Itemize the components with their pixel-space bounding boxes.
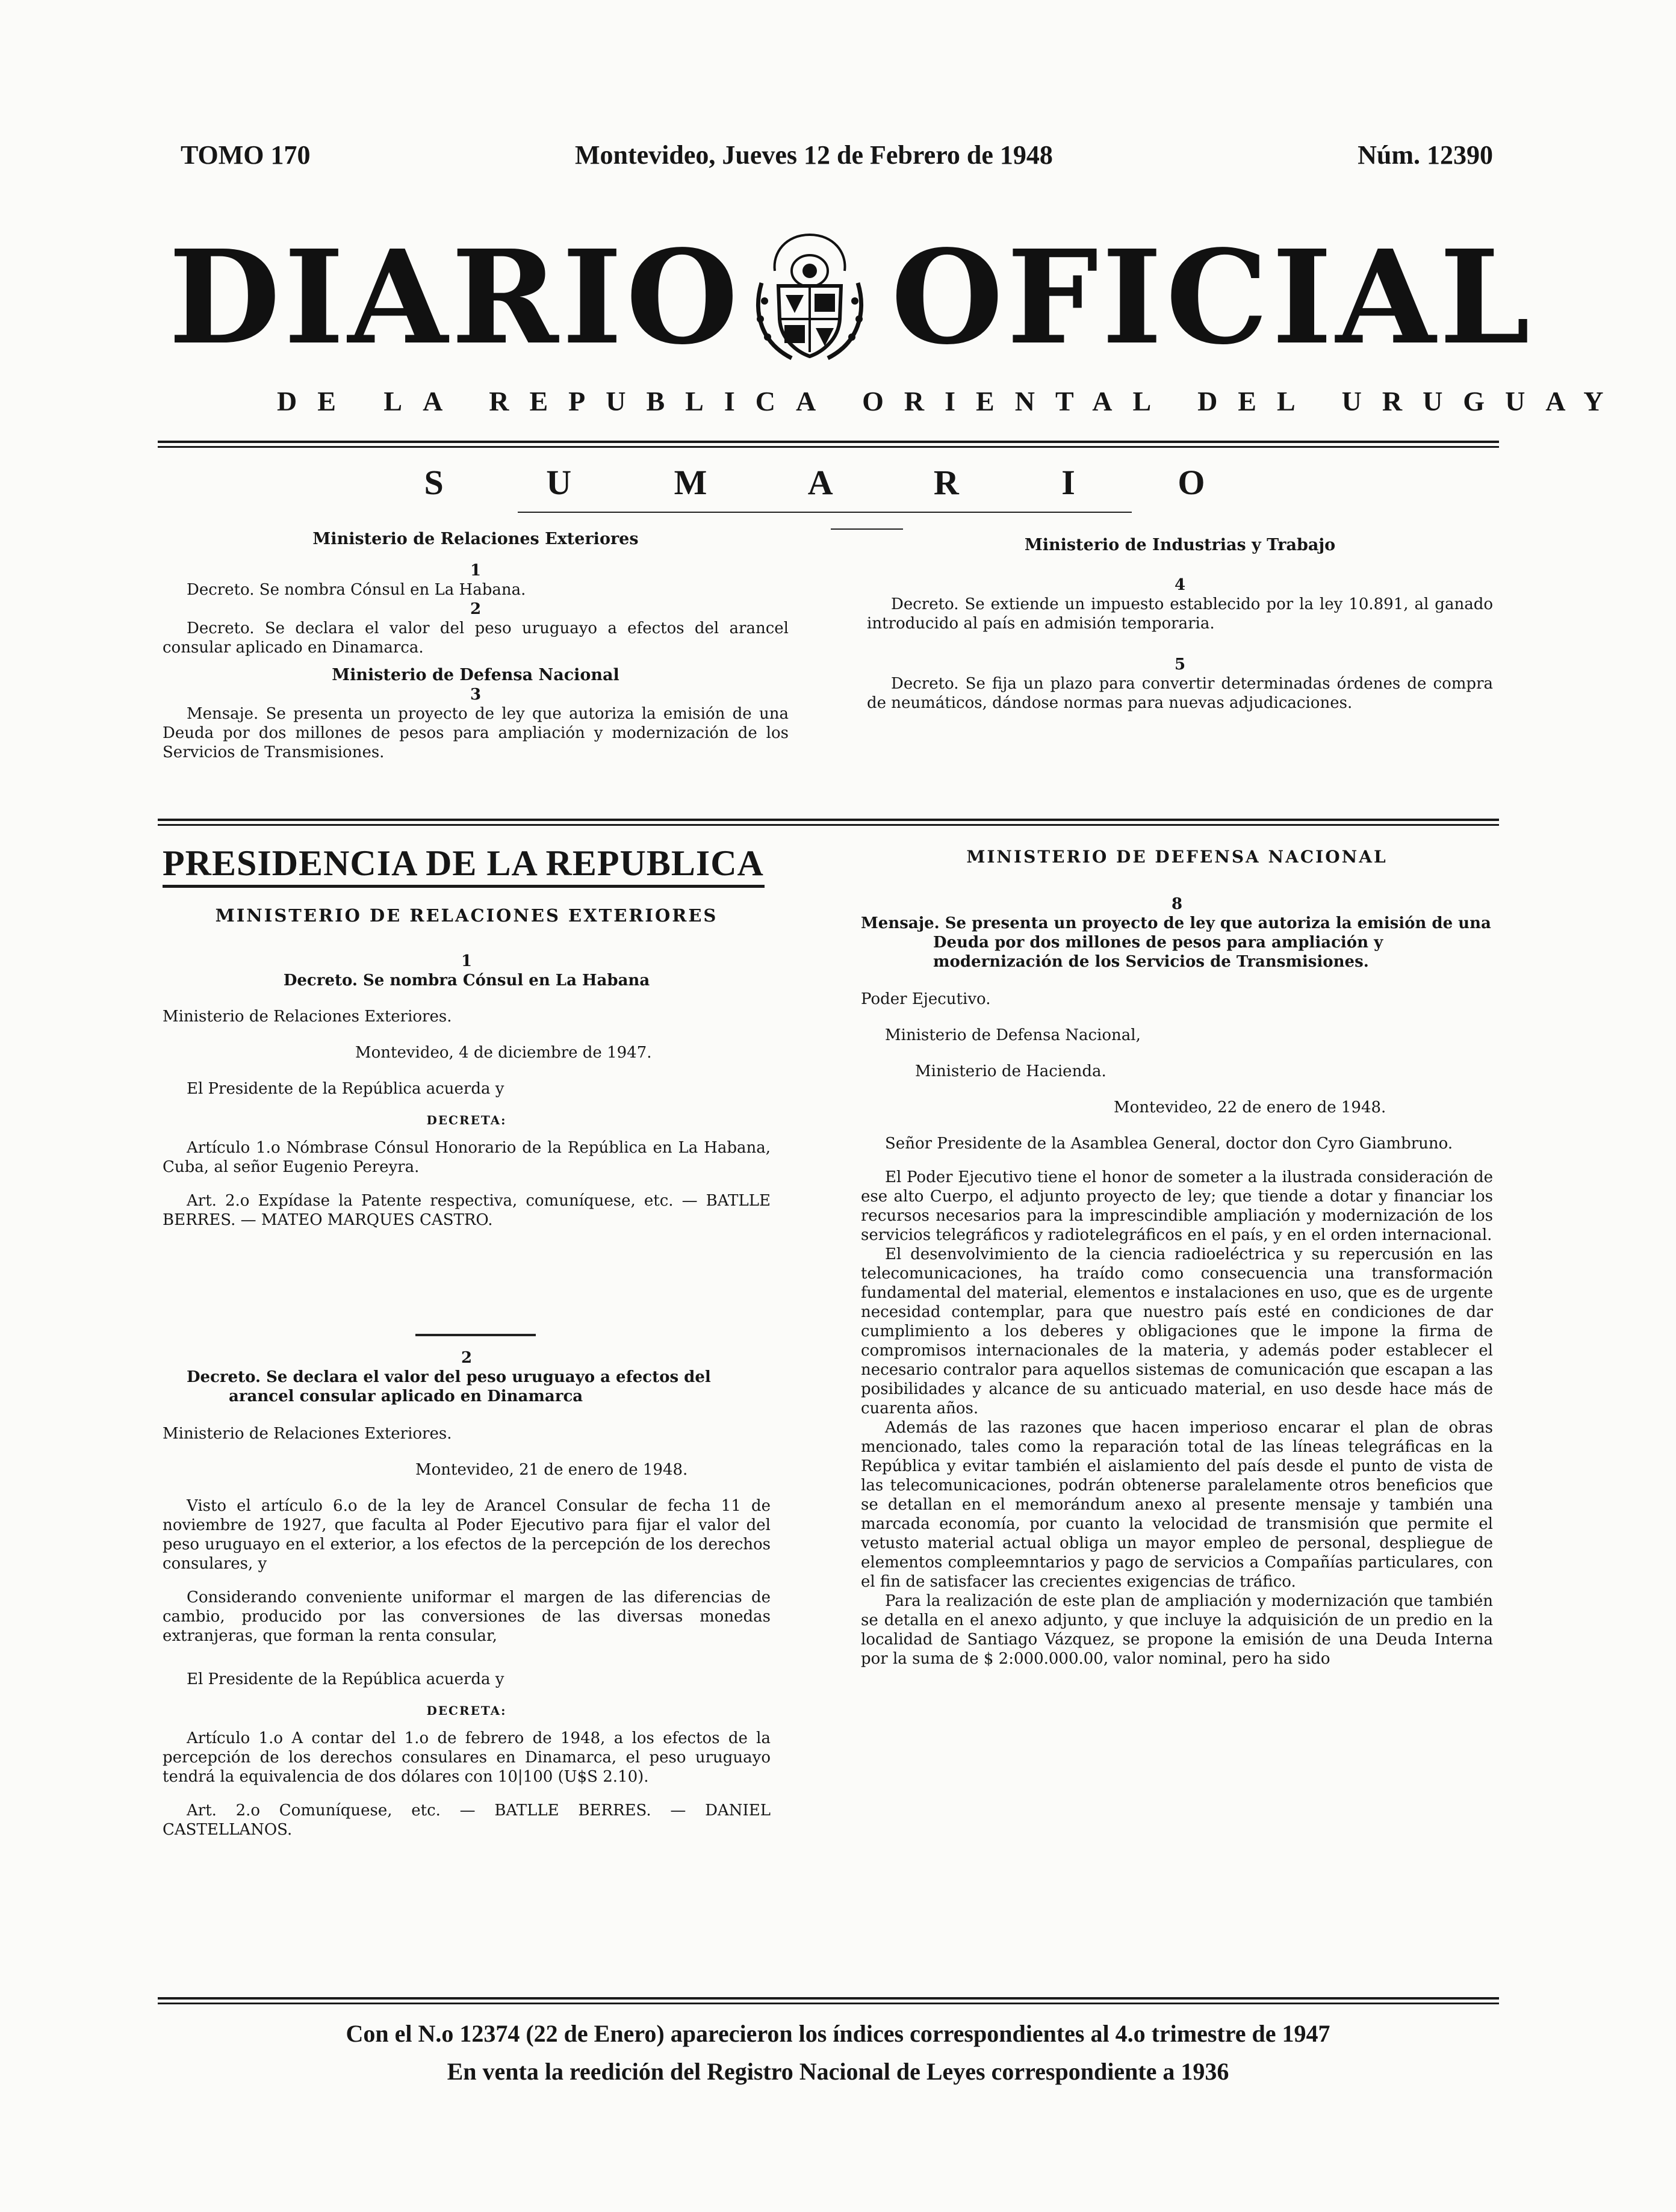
- masthead-rule: [158, 441, 1499, 448]
- message-paragraph: El desenvolvimiento de la ciencia radioeléctrica y su repercusión en las telecomunicaciones, ha traído como consecuencia una transformación fundamental del material, elementos e instalaciones en uso, que es de urgente necesidad contemplar, para que nuestro país esté en condiciones de dar cumplimiento a los deberes y obligaciones que le impone la firma de compromisos internacionales de la materia, y además poder establecer el necesario contralor para aquellos sistemas de comunicación que escapan a las posibilidades y alcance de su anticuado material, en uso desde hace más de cuarenta años.: [861, 1245, 1493, 1417]
- decreta-label: DECRETA:: [426, 1703, 507, 1718]
- decree-article: Art. 2.o Expídase la Patente respectiva, comuníquese, etc. — BATLLE BERRES. — MATEO MARQUES CASTRO.: [163, 1192, 771, 1229]
- coat-of-arms-icon: [743, 229, 876, 367]
- ministry-heading: MINISTERIO DE RELACIONES EXTERIORES: [215, 905, 718, 926]
- section-title-presidencia: PRESIDENCIA DE LA REPUBLICA: [163, 843, 764, 883]
- masthead-oficial: OFICIAL: [891, 222, 1534, 373]
- message-paragraph: El Poder Ejecutivo tiene el honor de someter a la ilustrada consideración de ese alto Cuerpo, el adjunto proyecto de ley; que tiende a dotar y financiar los recursos necesarios para la imprescindible ampliación y modernización de los servicios telegráficos y radiotelegráficos en el país, y en el orden internacional.: [861, 1168, 1493, 1244]
- decree-visto: Visto el artículo 6.o de la ley de Arancel Consular de fecha 11 de noviembre de 1927, que faculta al Poder Ejecutivo para fijar el valor del peso uruguayo en el exterior, a los efectos de la percepción de los derechos consulares, y: [163, 1497, 771, 1573]
- decree-office: Ministerio de Relaciones Exteriores.: [163, 1425, 452, 1443]
- bottom-rule: [158, 1997, 1499, 2004]
- left-column: [163, 906, 771, 1230]
- sumario-item-2: Decreto. Se declara el valor del peso uruguayo a efectos del arancel consular aplicado en Dinamarca.: [163, 619, 789, 657]
- decree-date: Montevideo, 21 de enero de 1948.: [415, 1461, 688, 1479]
- sumario-item-5: Decreto. Se fija un plazo para convertir determinadas órdenes de compra de neumáticos, dándose normas para nuevas adjudicaciones.: [867, 675, 1493, 712]
- footer-notice-indices: Con el N.o 12374 (22 de Enero) aparecieron los índices correspondientes al 4.o trimestre de 1947: [346, 2020, 1330, 2047]
- masthead: [169, 222, 1534, 373]
- message-addressee: Ministerio de Hacienda.: [915, 1062, 1106, 1080]
- message-paragraph: Para la realización de este plan de ampliación y modernización que también se detalla en el anexo adjunto, y que incluye la adquisición de un predio en la localidad de Santiago Vázquez, se propone la emisión de una Deuda Interna por la suma de $ 2:000.000.00, valor nominal, pero ha sido: [861, 1592, 1493, 1668]
- section-title-underline: [163, 885, 765, 888]
- sumario-title: S U M A R I O: [424, 463, 1252, 502]
- decree-date: Montevideo, 4 de diciembre de 1947.: [355, 1044, 652, 1062]
- sumario-item-number: 2: [470, 600, 482, 618]
- decree-article: Artículo 1.o A contar del 1.o de febrero de 1948, a los efectos de la percepción de los derechos consulares en Dinamarca, el peso uruguayo tendrá la equivalencia de dos dólares con 10|100 (U$S 2.10).: [163, 1729, 771, 1786]
- masthead-subtitle: DE LA REPUBLICA ORIENTAL DEL URUGUAY: [277, 386, 1624, 417]
- sumario-ministry-relaciones: Ministerio de Relaciones Exteriores: [312, 530, 639, 548]
- sumario-item-number: 4: [1174, 576, 1186, 594]
- sumario-underline: [518, 512, 1132, 513]
- issue-line: [181, 140, 1493, 176]
- left-column-decree-2: [163, 1348, 771, 1839]
- sumario-item-number: 5: [1174, 655, 1186, 674]
- decree-considerando: Considerando conveniente uniformar el margen de las diferencias de cambio, producido por las conversiones de las diversas monedas extranjeras, que forman la renta consular,: [163, 1588, 771, 1645]
- message-date: Montevideo, 22 de enero de 1948.: [1114, 1098, 1386, 1117]
- masthead-diario: DIARIO: [169, 222, 742, 373]
- message-paragraph: Además de las razones que hacen imperioso encarar el plan de obras mencionado, tales como la reparación total de las líneas telegráficas en la República y evitar también el aislamiento del país desde el punto de vista de las telecomunicaciones, podrán obtenerse paralelamente otros beneficios que se detallan en el memorándum anexo al presente mensaje y también una marcada economía, por cuanto la velocidad de transmisión que permite el vetusto material actual obliga un mayor empleo de personal, despliegue de elementos compleemntarios y pago de servicios a Compañías particulares, con el fin de satisfacer las crecientes exigencias de tráfico.: [861, 1419, 1493, 1591]
- decree-article: Artículo 1.o Nómbrase Cónsul Honorario de la República en La Habana, Cuba, al señor Eugenio Pereyra.: [163, 1139, 771, 1176]
- decree-number: 1: [461, 952, 473, 970]
- decreta-label: DECRETA:: [426, 1113, 507, 1127]
- decree-separator: [415, 1334, 536, 1336]
- sumario-divider-mark: [831, 528, 903, 530]
- sumario-rule: [158, 819, 1499, 826]
- message-addressee: Ministerio de Defensa Nacional,: [885, 1026, 1141, 1044]
- sumario-left: [163, 530, 789, 762]
- message-salutation: Señor Presidente de la Asamblea General, doctor don Cyro Giambruno.: [885, 1135, 1453, 1153]
- issue-date: Montevideo, Jueves 12 de Febrero de 1948: [575, 140, 1053, 170]
- decree-acuerda: El Presidente de la República acuerda y: [187, 1080, 504, 1098]
- decree-title: Decreto. Se declara el valor del peso uruguayo a efectos del arancel consular aplicado en Dinamarca: [187, 1368, 711, 1405]
- decree-number: 2: [461, 1349, 473, 1367]
- message-addressee: Poder Ejecutivo.: [861, 990, 991, 1008]
- decree-article: Art. 2.o Comuníquese, etc. — BATLLE BERRES. — DANIEL CASTELLANOS.: [163, 1802, 771, 1839]
- right-column: [861, 847, 1493, 1668]
- ministry-heading: MINISTERIO DE DEFENSA NACIONAL: [966, 847, 1388, 867]
- tomo-label: TOMO 170: [181, 140, 311, 170]
- message-title: Mensaje. Se presenta un proyecto de ley que autoriza la emisión de una Deuda por dos millones de pesos para ampliación y modernización de los Servicios de Transmisiones.: [861, 914, 1491, 971]
- sumario-item-3: Mensaje. Se presenta un proyecto de ley que autoriza la emisión de una Deuda por dos millones de pesos para ampliación y modernización de los Servicios de Transmisiones.: [163, 705, 789, 761]
- footer-notice-registro: En venta la reedición del Registro Nacional de Leyes correspondiente a 1936: [447, 2058, 1229, 2085]
- message-number: 8: [1171, 895, 1183, 913]
- sumario-right: [867, 536, 1493, 713]
- decree-acuerda: El Presidente de la República acuerda y: [187, 1670, 504, 1688]
- sumario-item-number: 1: [470, 562, 482, 580]
- issue-number: Núm. 12390: [1358, 140, 1493, 170]
- sumario-item-4: Decreto. Se extiende un impuesto establecido por la ley 10.891, al ganado introducido al país en admisión temporaria.: [867, 595, 1493, 633]
- sumario-item-1: Decreto. Se nombra Cónsul en La Habana.: [187, 581, 526, 599]
- decree-title: Decreto. Se nombra Cónsul en La Habana: [283, 971, 650, 990]
- sumario-ministry-industrias: Ministerio de Industrias y Trabajo: [1024, 536, 1336, 554]
- sumario-ministry-defensa: Ministerio de Defensa Nacional: [332, 666, 619, 684]
- decree-office: Ministerio de Relaciones Exteriores.: [163, 1008, 452, 1026]
- sumario-item-number: 3: [470, 686, 482, 704]
